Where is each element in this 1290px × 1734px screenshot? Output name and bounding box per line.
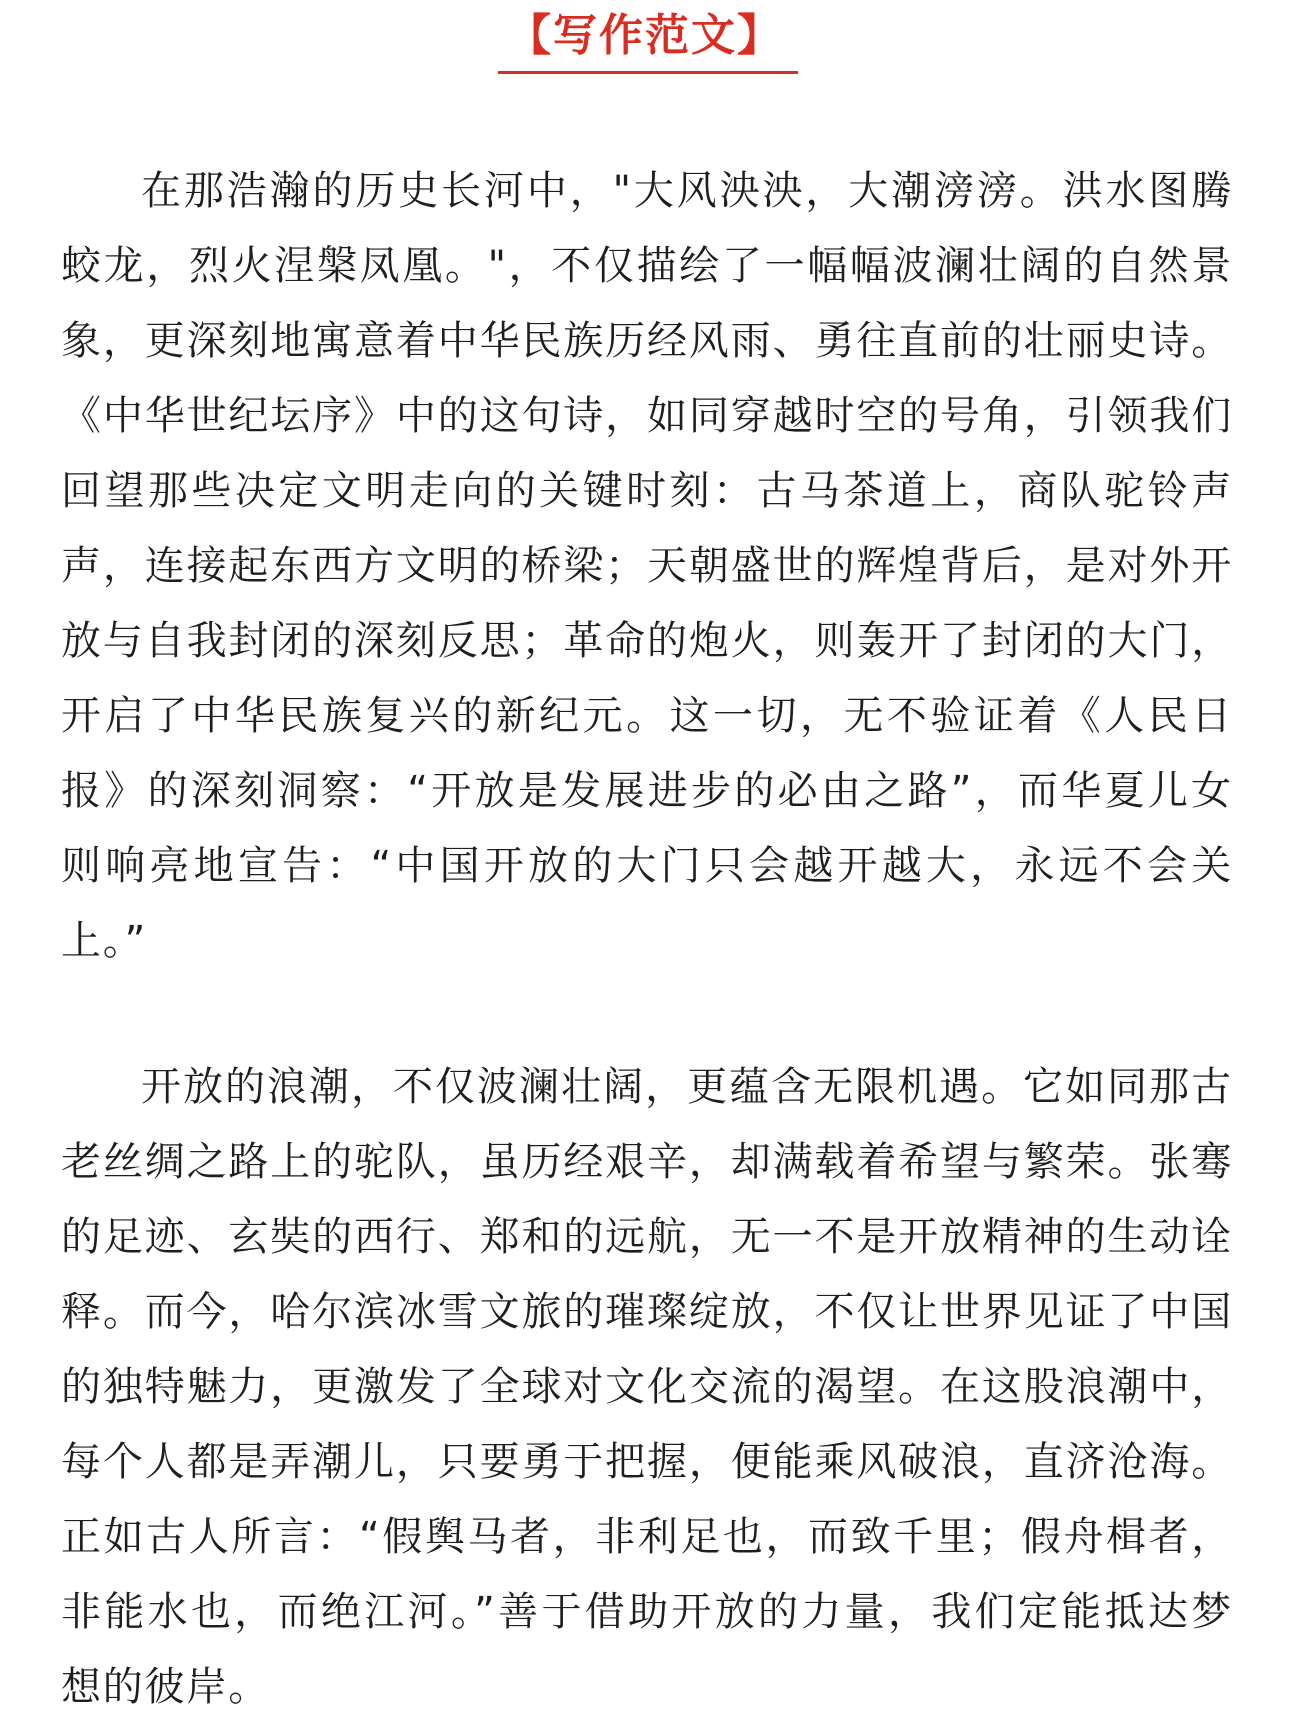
article-body — [61, 154, 1233, 1725]
page-title: 【写作范文】 — [507, 10, 783, 61]
title-container — [0, 0, 1290, 62]
title-underline — [498, 71, 798, 74]
paragraph-1: 在那浩瀚的历史长河中，"大风泱泱，大潮滂滂。洪水图腾蛟龙，烈火涅槃凤凰。"，不仅描绘了一幅幅波澜壮阔的自然景象，更深刻地寓意着中华民族历经风雨、勇往直前的壮丽史诗。《中华世纪坛序》中的这句诗，如同穿越时空的号角，引领我们回望那些决定文明走向的关键时刻：古马茶道上，商队驼铃声声，连接起东西方文明的桥梁；天朝盛世的辉煌背后，是对外开放与自我封闭的深刻反思；革命的炮火，则轰开了封闭的大门，开启了中华民族复兴的新纪元。这一切，无不验证着《人民日报》的深刻洞察：“开放是发展进步的必由之路”，而华夏儿女则响亮地宣告：“中国开放的大门只会越开越大，永远不会关上。” — [61, 168, 1233, 964]
paragraph-2: 开放的浪潮，不仅波澜壮阔，更蕴含无限机遇。它如同那古老丝绸之路上的驼队，虽历经艰辛，却满载着希望与繁荣。张骞的足迹、玄奘的西行、郑和的远航，无一不是开放精神的生动诠释。而今，哈尔滨冰雪文旅的璀璨绽放，不仅让世界见证了中国的独特魅力，更激发了全球对文化交流的渴望。在这股浪潮中，每个人都是弄潮儿，只要勇于把握，便能乘风破浪，直济沧海。正如古人所言：“假舆马者，非利足也，而致千里；假舟楫者，非能水也，而绝江河。”善于借助开放的力量，我们定能抵达梦想的彼岸。 — [61, 1064, 1233, 1710]
